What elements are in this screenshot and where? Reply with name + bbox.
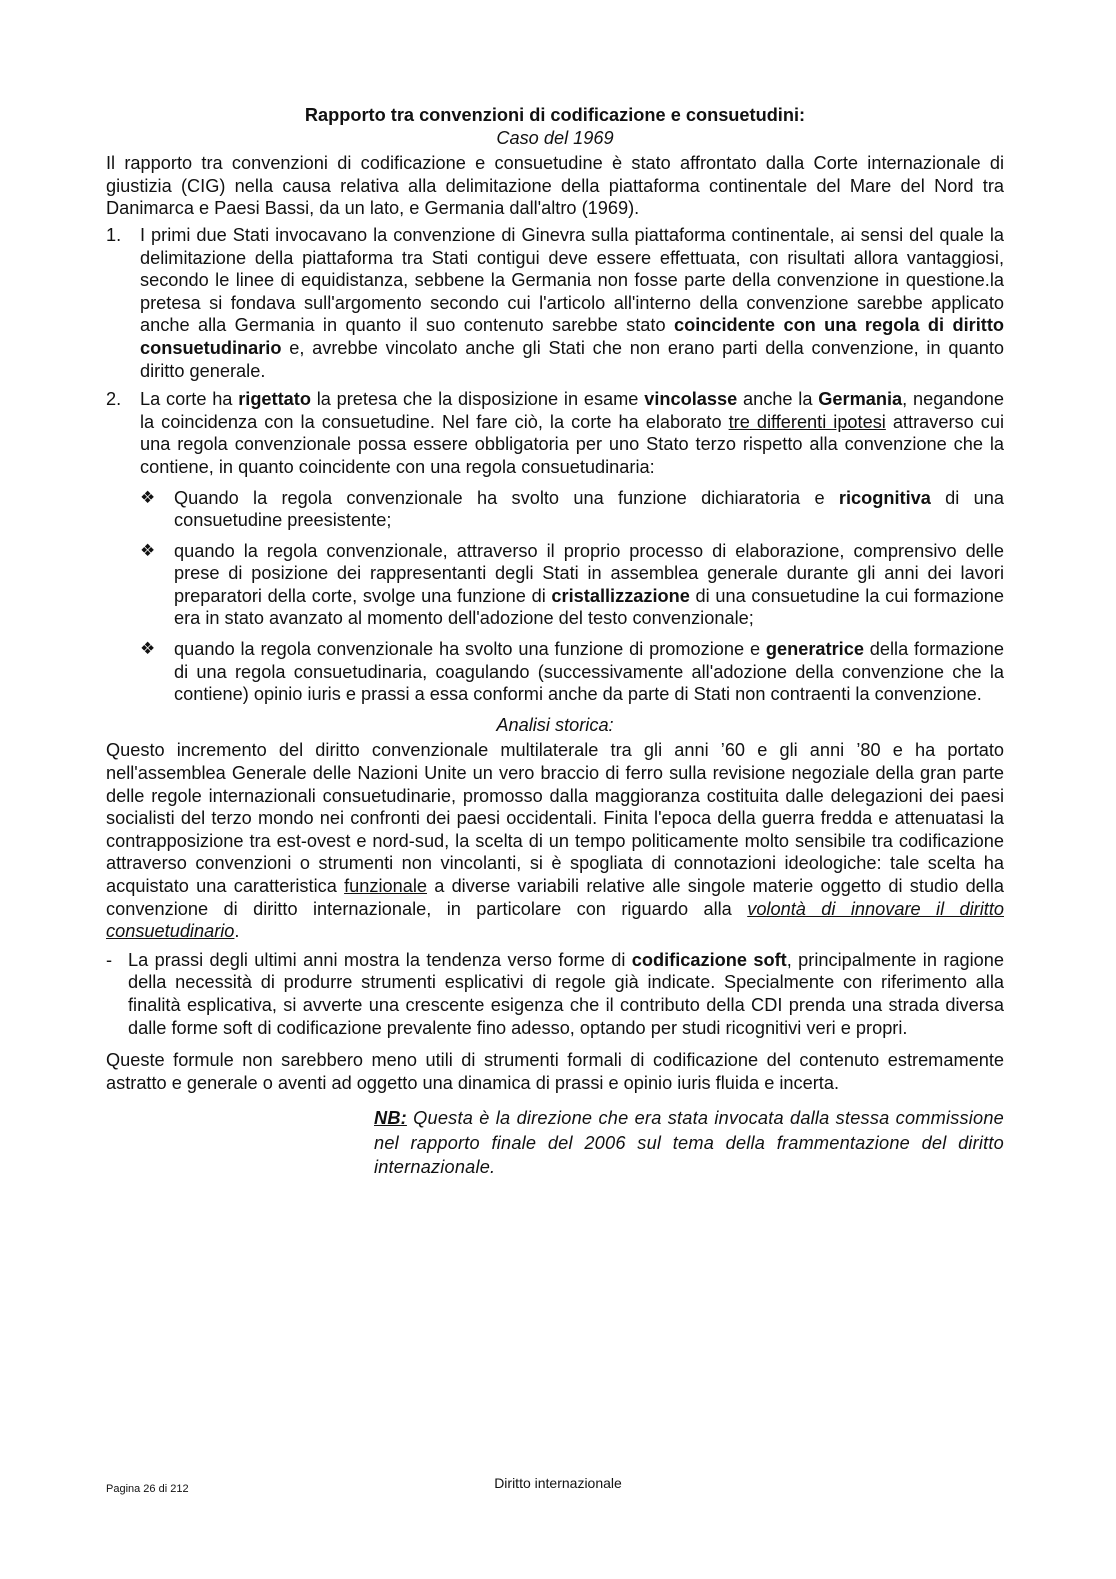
list-number: 2. — [106, 389, 122, 410]
paragraph-text: a diverse variabili relative alle singole materie oggetto di studio della convenzione di diritto internazionale, in particolare con riguardo alla — [106, 876, 1004, 919]
item-text: la pretesa che la disposizione in esame — [310, 389, 645, 410]
bold-text: rigettato — [238, 389, 311, 410]
bold-text: vincolasse — [644, 389, 738, 410]
footer-title: Diritto internazionale — [494, 1475, 622, 1491]
item-text: di una consuetudine la cui formazione era in stato avanzato al momento dell'adozione del testo convenzionale; — [174, 585, 1004, 629]
item-text: , negandone la coincidenza con la consuetudine. Nel fare ciò, la corte ha elaborato — [140, 389, 1004, 432]
page-number: Pagina 26 di 212 — [106, 1483, 189, 1495]
numbered-item-1 — [106, 224, 1004, 382]
bold-text: generatrice — [765, 639, 864, 660]
item-text: Quando la regola convenzionale ha svolto una funzione dichiaratoria e — [174, 487, 839, 508]
bold-text: codificazione soft — [631, 949, 787, 970]
item-text: La corte ha — [140, 389, 239, 410]
dash-item — [106, 949, 1004, 1039]
diamond-bullet-icon: ❖ — [140, 540, 156, 561]
underlined-italic-text: volontà di innovare il diritto consuetudinario — [106, 898, 1004, 942]
item-text: attraverso cui una regola convenzionale possa essere obbligatoria per uno Stato terzo rispetto alla convenzione che la contiene, in quanto coincidente con una regola consuetudinaria: — [140, 411, 1004, 477]
history-paragraph — [106, 739, 1004, 942]
diamond-bullet-icon: ❖ — [140, 487, 156, 508]
bold-text: coincidente con una regola di diritto consuetudinario — [140, 315, 1004, 358]
nb-label: NB: — [374, 1108, 407, 1129]
paragraph-text: Questo incremento del diritto convenzionale multilaterale tra gli anni ’60 e gli anni ’80 e ha portato nell'assemblea Generale delle Nazioni Unite un vero braccio di ferro sulla revisione negoziale della gran parte delle regole internazionali consuetudinarie, promosso dalla maggioranza costituita dalle delegazioni dei paesi socialisti del terzo mondo nei confronti dei paesi occidentali. Finita l'epoca della guerra fredda e attenuatasi la contrapposizione tra est-ovest e nord-sud, la scelta di un tempo politicamente molto sensibile tra codificazione attraverso convenzioni o strumenti non vincolanti, si è spogliata di connotazioni ideologiche: tale scelta ha acquistato una caratteristica — [106, 740, 1004, 896]
bullet-list — [140, 487, 1004, 706]
bullet-item-3 — [140, 638, 1004, 706]
bold-text: ricognitiva — [838, 487, 931, 508]
item-text: I primi due Stati invocavano la convenzione di Ginevra sulla piattaforma continentale, ai sensi del quale la delimitazione della piattaforma tra Stati contigui deve essere effettuata, con risultati allora vantaggiosi, secondo le linee di equidistanza, sebbene la Germania non fosse parte della convenzione in questione.la pretesa si fondava sull'argomento secondo cui l'articolo all'interno della convenzione sarebbe applicato anche alla Germania in quanto il suo contenuto sarebbe stato — [140, 224, 1004, 336]
item-text: La prassi degli ultimi anni mostra la tendenza verso forme di — [128, 949, 632, 970]
diamond-bullet-icon: ❖ — [140, 639, 156, 660]
nb-note — [374, 1106, 1004, 1180]
nb-text: Questa è la direzione che era stata invocata dalla stessa commissione nel rapporto finale del 2006 sul tema della frammentazione del diritto internazionale. — [374, 1108, 1004, 1178]
document-subtitle: Caso del 1969 — [496, 127, 614, 148]
bold-text: cristallizzazione — [551, 585, 690, 606]
section-heading-analisi: Analisi storica: — [496, 714, 614, 735]
numbered-item-2 — [106, 388, 1004, 706]
item-text: anche la — [737, 389, 819, 410]
list-number: 1. — [106, 224, 122, 245]
closing-paragraph: Queste formule non sarebbero meno utili di strumenti formali di codificazione del contenuto estremamente astratto e generale o aventi ad oggetto una dinamica di prassi e opinio iuris fluida e incerta. — [106, 1050, 1004, 1093]
document-title: Rapporto tra convenzioni di codificazione e consuetudini: — [304, 105, 806, 125]
item-text: della formazione di una regola consuetudinaria, coagulando (successivamente all'adozione della convenzione che la contiene) opinio iuris e prassi a essa conformi anche da parte di Stati non contraenti la convenzione. — [174, 639, 1004, 705]
intro-paragraph: Il rapporto tra convenzioni di codificazione e consuetudine è stato affrontato dalla Corte internazionale di giustizia (CIG) nella causa relativa alla delimitazione della piattaforma continentale del Mare del Nord tra Danimarca e Paesi Bassi, da un lato, e Germania dall'altro (1969). — [106, 153, 1004, 219]
bullet-item-1 — [140, 487, 1004, 532]
item-text: , principalmente in ragione della necessità di produrre strumenti esplicativi di regole già indicate. Specialmente con riferimento alla finalità esplicativa, si avverte una crescente esigenza che il contributo della CDI prenda una strada diversa dalle forme soft di codificazione prevalente fino adesso, optando per studi ricognitivi veri e propri. — [128, 949, 1004, 1038]
item-text: e, avrebbe vincolato anche gli Stati che non erano parti della convenzione, in quanto diritto generale. — [140, 337, 1004, 381]
paragraph-text: . — [234, 921, 240, 942]
bullet-item-2 — [140, 540, 1004, 630]
bold-text: Germania — [818, 389, 903, 410]
dash-bullet: - — [106, 949, 113, 970]
item-text: di una consuetudine preesistente; — [174, 487, 1004, 531]
item-text: quando la regola convenzionale ha svolto una funzione di promozione e — [174, 639, 766, 660]
item-text: quando la regola convenzionale, attraverso il proprio processo di elaborazione, comprensivo delle prese di posizione dei rappresentanti degli Stati in assemblea generale durante gli anni dei lavori preparatori della corte, svolge una funzione di — [174, 540, 1004, 606]
underlined-text: tre differenti ipotesi — [728, 411, 886, 432]
underlined-text: funzionale — [344, 876, 427, 896]
